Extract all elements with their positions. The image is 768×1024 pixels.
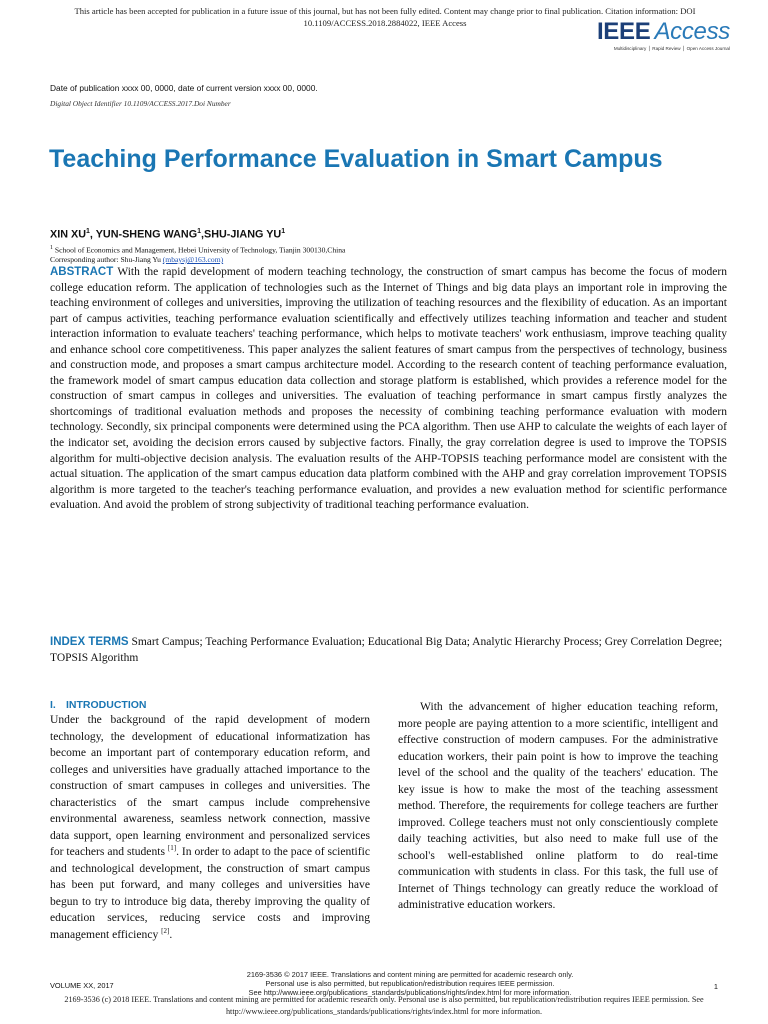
abstract	[50, 265, 727, 514]
intro-text-part: . In order to adapt to the pace of scientific and technological development, the construction of smart campus has been put forward, and many colleges and universities have begun to try to introduce big data, thereby improving the quality of education services, reducing service costs and improving management efficiency	[50, 845, 370, 941]
right-column	[398, 699, 718, 914]
index-terms-text: Smart Campus; Teaching Performance Evaluation; Educational Big Data; Analytic Hierarchy Process; Grey Correlation Degree; TOPSIS Algorithm	[50, 636, 723, 664]
author-separator: ,	[89, 228, 96, 241]
corresponding-author-email-link[interactable]: (mbaysj@163.com)	[162, 255, 224, 264]
paper-title: Teaching Performance Evaluation in Smart Campus	[49, 145, 663, 173]
logo-brand: IEEE	[596, 18, 651, 45]
index-terms-heading: INDEX TERMS	[50, 636, 129, 648]
affiliation-text: School of Economics and Management, Hebei University of Technology, Tianjin 300130,China	[53, 245, 346, 255]
abstract-text: With the rapid development of modern teaching technology, the construction of smart campus has become the focus of modern college education reform. The application of technologies such as the Internet of Things and big data plays an important role in improving the teaching environment of colleges and universities, improving the utilization of teaching resources and the flexibility of education. As an important part of campus activities, teaching performance evaluation scientifically and effectively utilizes teaching information and teacher and student interaction information to evaluate teachers' teaching performance, which helps to motivate teachers' work enthusiasm, improve teaching quality and enhance school core competitiveness. This paper analyzes the salient features of smart campus from the perspectives of technology, business and construction mode, and proposes a smart campus architecture model. According to the research content of teaching performance evaluation, the framework model of smart campus education data collection and storage platform is established, which provides a reference model for the construction of smart campus in colleges and universities. The evaluation of teaching performance in smart campus firstly analyzes the shortcomings of traditional evaluation methods and proposes the necessity of combining teaching performance evaluation with modern technology. Secondly, six principal components were determined using the PCA algorithm. Then use AHP to calculate the weights of each layer of the indicator set, avoiding the decision errors caused by subjective factors. Finally, the gray correlation degree is used to improve the TOPSIS algorithm for multi-objective decision analysis. The evaluation results of the AHP-TOPSIS teaching performance model are consistent with the actual situation. The application of the smart campus education data platform combined with the AHP and gray correlation improvement TOPSIS algorithm is more targeted to the teacher's teaching performance evaluation, and provides a new evaluation method for scientific performance evaluation. And avoid the problem of strong subjectivity of traditional teaching performance evaluation.	[50, 266, 727, 512]
copyright-footer	[150, 970, 670, 997]
intro-paragraph-1	[50, 712, 370, 943]
bottom-rights-notice	[20, 994, 748, 1018]
author-affiliation-mark: 1	[281, 228, 286, 235]
author-list	[50, 228, 285, 241]
acceptance-notice-line1: This article has been accepted for publication in a future issue of this journal, but has not been fully edited. Content may change prior to final publication. Citation information: DOI	[74, 6, 696, 16]
affiliation-mark: 1	[50, 245, 53, 251]
intro-paragraph-2: With the advancement of higher education teaching reform, more people are paying attention to a more scientific, intelligent and effective construction of modern campuses. For the administrative education workers, their pain point is how to improve the teaching level of the school and the quality of the teachers' education. The key issue is how to make the most of the teaching assessment method. Therefore, the requirements for college teachers are further improved. College teachers must not only conscientiously complete daily teaching activities, but also need to make full use of the school's well-established online platform to do real-time communication with students in class. For this task, the full use of Internet of Things technology can greatly reduce the workload of administrative education workers.	[398, 700, 718, 911]
logo-tagline: Multidisciplinary ⎪ Rapid Review ⎪ Open Access Journal	[613, 46, 730, 51]
ieee-access-logo	[590, 20, 730, 52]
abstract-heading: ABSTRACT	[50, 266, 114, 278]
copyright-line: Personal use is also permitted, but republication/redistribution requires IEEE permission.	[265, 979, 555, 988]
section-number: I.	[50, 699, 56, 711]
citation-ref-1[interactable]: [1]	[167, 844, 177, 853]
corresponding-author	[50, 254, 223, 265]
index-terms	[50, 634, 727, 666]
copyright-line: 2169-3536 © 2017 IEEE. Translations and content mining are permitted for academic research only.	[246, 970, 574, 979]
author-name: XIN XU	[50, 228, 86, 241]
bottom-rights-line: 2169-3536 (c) 2018 IEEE. Translations and content mining are permitted for academic research only. Personal use is also permitted, but republication/redistribution requires IEEE permission. See	[64, 995, 704, 1004]
section-heading-introduction	[50, 698, 370, 712]
publication-date-line: Date of publication xxxx 00, 0000, date of current version xxxx 00, 0000.	[50, 83, 318, 93]
acceptance-notice-line2: 10.1109/ACCESS.2018.2884022, IEEE Access	[303, 18, 467, 28]
author-affiliation-mark: 1	[197, 228, 201, 235]
author-affiliation-mark: 1	[86, 228, 90, 235]
author-name: SHU-JIANG YU	[204, 228, 282, 241]
section-title: INTRODUCTION	[66, 699, 147, 711]
author-separator: ,	[201, 228, 204, 241]
intro-text-part: .	[169, 927, 173, 941]
copyright-line: See http://www.ieee.org/publications_standards/publications/rights/index.html for more information.	[248, 988, 572, 997]
page-number: 1	[713, 982, 718, 991]
citation-ref-2[interactable]: [2]	[161, 926, 170, 935]
bottom-rights-line: http://www.ieee.org/publications_standards/publications/rights/index.html for more information.	[225, 1007, 543, 1016]
logo-product: Access	[654, 18, 730, 45]
author-name: YUN-SHENG WANG	[95, 228, 198, 241]
left-column	[50, 698, 370, 943]
corresponding-author-label: Corresponding author: Shu-Jiang Yu	[50, 255, 163, 264]
doi-line: Digital Object Identifier 10.1109/ACCESS.2017.Doi Number	[50, 99, 231, 108]
volume-label: VOLUME XX, 2017	[50, 981, 114, 990]
intro-text-part: Under the background of the rapid development of modern technology, the development of educational informatization has become an important part of contemporary education reform, and colleges and universities have gradually attached importance to the construction of smart campuses in colleges and universities. The characteristics of the smart campus include comprehensive environmental awareness, seamless network connection, massive data support, open learning environment and personalized services for teachers and students	[50, 713, 370, 858]
